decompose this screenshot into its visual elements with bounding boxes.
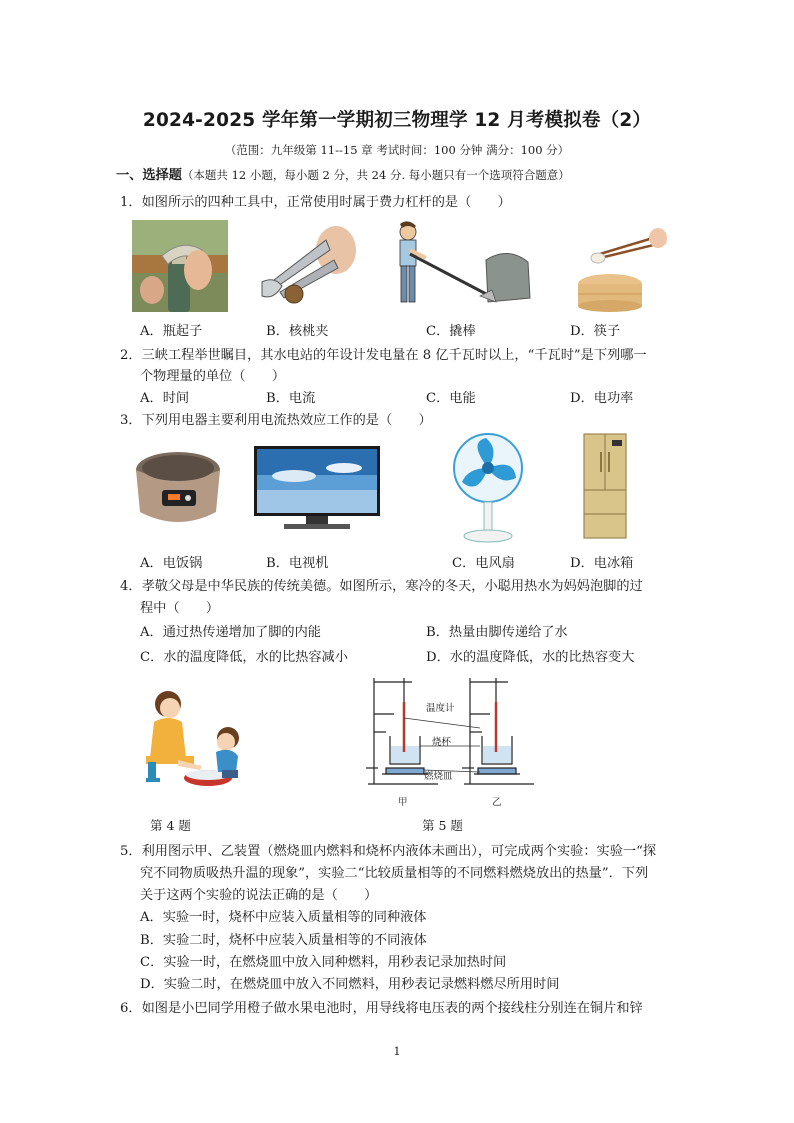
- q1-option-c[interactable]: C．撬棒: [426, 324, 476, 339]
- q3-option-d[interactable]: D．电冰箱: [570, 556, 634, 571]
- label-thermometer: 温度计: [426, 703, 455, 714]
- q2-option-a[interactable]: A．时间: [140, 391, 190, 406]
- q2-stem-line2: 个物理量的单位（ ）: [140, 369, 286, 384]
- q4-option-b[interactable]: B．热量由脚传递给了水: [426, 625, 568, 640]
- label-yi: 乙: [492, 797, 502, 808]
- figure-caption-q5: 第 5 题: [422, 818, 463, 833]
- bottle-opener-image: [132, 220, 228, 312]
- q3-option-c[interactable]: C．电风扇: [452, 556, 515, 571]
- q3-stem: 3．下列用电器主要利用电流热效应工作的是（ ）: [120, 413, 432, 428]
- section-heading: [116, 164, 570, 183]
- q1-option-a[interactable]: A．瓶起子: [140, 324, 203, 339]
- exam-subtitle: （范围：九年级第 11--15 章 考试时间：100 分钟 满分：100 分）: [224, 143, 570, 157]
- label-beaker: 烧杯: [432, 737, 452, 748]
- q5-stem-line2: 究不同物质吸热升温的现象”，实验二“比较质量相等的不同燃料燃烧放出的热量”．下列: [140, 866, 649, 881]
- q2-option-b[interactable]: B．电流: [266, 391, 316, 406]
- q3-option-a[interactable]: A．电饭锅: [140, 556, 203, 571]
- q5-option-b[interactable]: B．实验二时，烧杯中应装入质量相等的不同液体: [140, 933, 427, 948]
- section-title: 一、选择题: [116, 168, 182, 183]
- q4-option-d[interactable]: D．水的温度降低，水的比热容变大: [426, 650, 635, 665]
- q4-stem-line1: 4．孝敬父母是中华民族的传统美德。如图所示，寒冷的冬天，小聪用热水为妈妈泡脚的过: [120, 579, 643, 594]
- section-note: （本题共 12 小题，每小题 2 分，共 24 分. 每小题只有一个选项符合题意）: [181, 168, 570, 182]
- q5-option-c[interactable]: C．实验一时，在燃烧皿中放入同种燃料，用秒表记录加热时间: [140, 955, 507, 970]
- q4-stem-line2: 程中（ ）: [140, 601, 220, 616]
- electric-fan-image: [448, 432, 528, 544]
- foot-bath-illustration: [138, 682, 250, 792]
- television-image: [254, 446, 380, 532]
- q5-option-a[interactable]: A．实验一时，烧杯中应装入质量相等的同种液体: [140, 910, 427, 925]
- q3-option-b[interactable]: B．电视机: [266, 556, 329, 571]
- figure-caption-q4: 第 4 题: [150, 818, 191, 833]
- refrigerator-image: [582, 432, 628, 542]
- page-number: 1: [393, 1045, 401, 1058]
- label-burning-dish: 燃烧皿: [424, 771, 453, 782]
- walnut-cracker-image: [254, 220, 359, 312]
- rice-cooker-image: [132, 440, 224, 532]
- crowbar-image: [388, 220, 534, 312]
- q5-option-d[interactable]: D．实验二时，在燃烧皿中放入不同燃料，用秒表记录燃料燃尽所用时间: [140, 977, 560, 992]
- label-jia: 甲: [398, 797, 408, 808]
- q1-option-d[interactable]: D．筷子: [570, 324, 621, 339]
- q4-option-a[interactable]: A．通过热传递增加了脚的内能: [140, 625, 321, 640]
- q2-option-c[interactable]: C．电能: [426, 391, 476, 406]
- q2-stem-line1: 2．三峡工程举世瞩目，其水电站的年设计发电量在 8 亿千瓦时以上，“千瓦时”是下列哪一: [120, 348, 647, 363]
- q1-stem: 1．如图所示的四种工具中，正常使用时属于费力杠杆的是（ ）: [120, 195, 511, 210]
- q4-option-c[interactable]: C．水的温度降低，水的比热容减小: [140, 650, 348, 665]
- q5-stem-line1: 5．利用图示甲、乙装置（燃烧皿内燃料和烧杯内液体未画出），可完成两个实验：实验一“探: [120, 844, 657, 859]
- q6-stem: 6．如图是小巴同学用橙子做水果电池时，用导线将电压表的两个接线柱分别连在铜片和锌: [120, 1001, 643, 1016]
- q5-stem-line3: 关于这两个实验的说法正确的是（ ）: [140, 888, 378, 903]
- chopsticks-image: [570, 220, 670, 312]
- q1-option-b[interactable]: B．核桃夹: [266, 324, 329, 339]
- q2-option-d[interactable]: D．电功率: [570, 391, 634, 406]
- page-title: 2024-2025 学年第一学期初三物理学 12 月考模拟卷（2）: [142, 110, 652, 131]
